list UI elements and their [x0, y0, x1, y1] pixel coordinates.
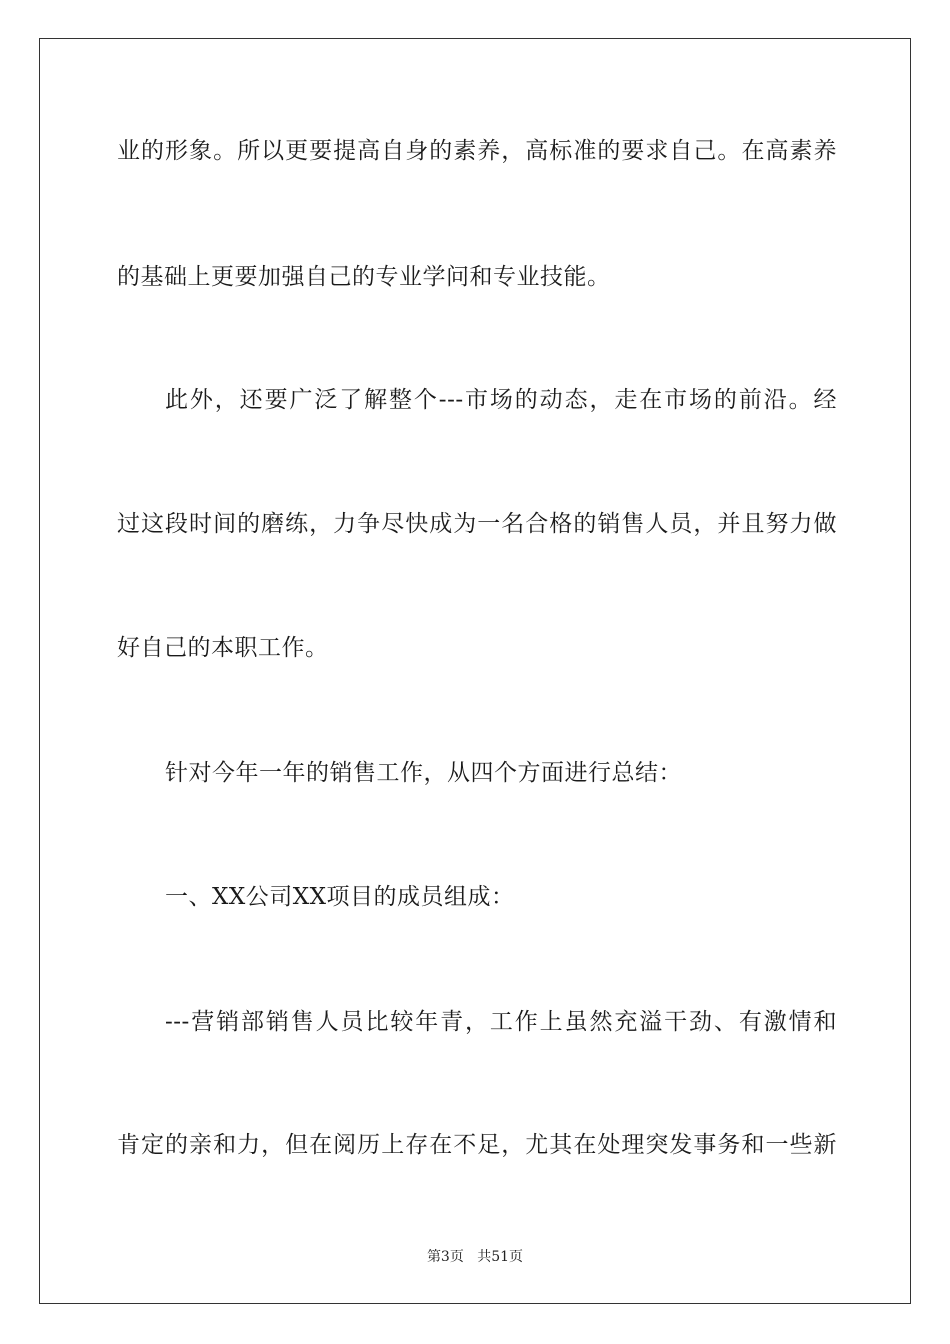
- paragraph-line: 好自己的本职工作。: [117, 635, 329, 661]
- paragraph-line: 肯定的亲和力，但在阅历上存在不足，尤其在处理突发事务和一些新: [117, 1132, 837, 1158]
- paragraph-line: 过这段时间的磨练，力争尽快成为一名合格的销售人员，并且努力做: [117, 511, 837, 537]
- paragraph-line: 的基础上更要加强自己的专业学问和专业技能。: [117, 264, 611, 290]
- page-number: 第3页: [426, 1249, 464, 1265]
- paragraph-line: 针对今年一年的销售工作，从四个方面进行总结：: [165, 760, 682, 786]
- page-total: 共51页: [477, 1249, 524, 1265]
- section-heading: 一、XX公司XX项目的成员组成：: [165, 884, 515, 910]
- paragraph-line: ---营销部销售人员比较年青，工作上虽然充溢干劲、有激情和: [165, 1009, 837, 1035]
- page-footer: [0, 1246, 950, 1266]
- page-border: [39, 38, 911, 1304]
- paragraph-line: 业的形象。所以更要提高自身的素养，高标准的要求自己。在高素养: [117, 138, 837, 164]
- paragraph-line: 此外，还要广泛了解整个---市场的动态，走在市场的前沿。经: [165, 387, 837, 413]
